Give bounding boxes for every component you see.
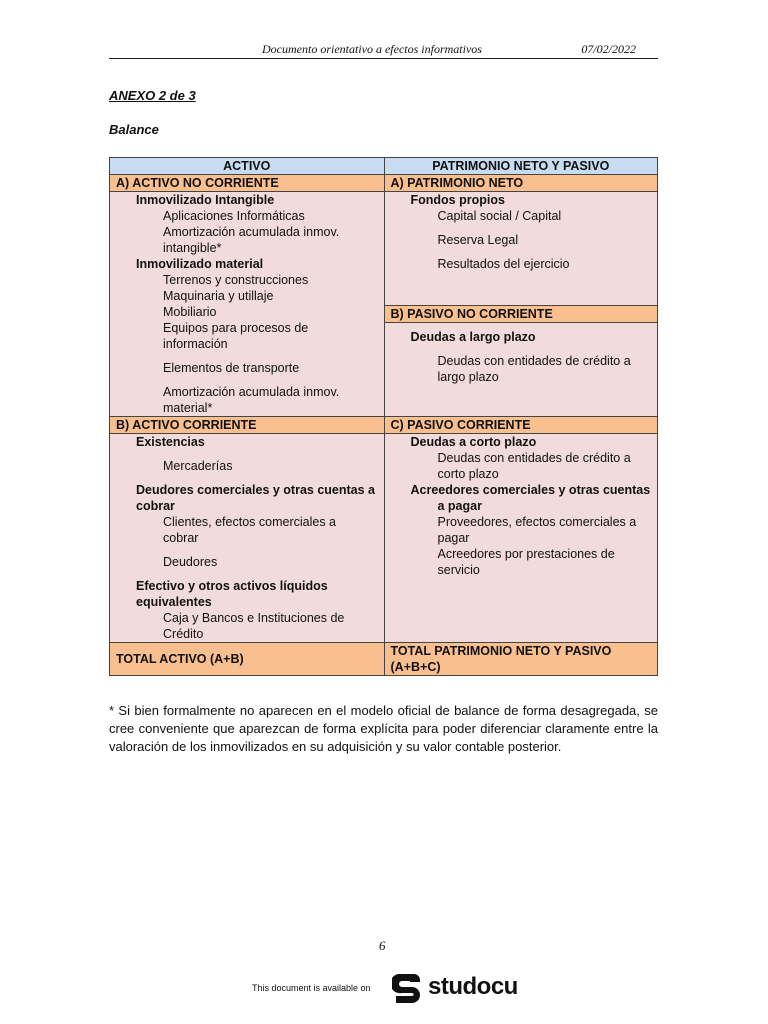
amortizacion-material-1: Amortización acumulada inmov. — [163, 385, 340, 399]
efectivo-2: equivalentes — [136, 595, 212, 609]
equipos-1: Equipos para procesos de — [163, 321, 309, 335]
section-pasivo-no-corriente: B) PASIVO NO CORRIENTE — [384, 306, 658, 323]
available-text: This document is available on — [252, 983, 371, 993]
total-activo: TOTAL ACTIVO (A+B) — [110, 643, 385, 676]
header-date: 07/02/2022 — [581, 42, 636, 56]
proveedores-2: pagar — [437, 531, 470, 545]
total-patrimonio-pasivo-1: TOTAL PATRIMONIO NETO Y PASIVO — [390, 644, 612, 658]
acreedores-comerciales-1: Acreedores comerciales y otras cuentas — [410, 483, 651, 497]
resultados-ejercicio: Resultados del ejercicio — [437, 257, 570, 271]
acreedores-servicio-2: servicio — [437, 563, 480, 577]
section-patrimonio-neto: A) PATRIMONIO NETO — [384, 175, 658, 192]
inmovilizado-material: Inmovilizado material — [136, 257, 264, 271]
deudas-cp-entidades-2: corto plazo — [437, 467, 499, 481]
amortizacion-intangible-2: intangible* — [163, 241, 222, 255]
fondos-propios: Fondos propios — [410, 193, 505, 207]
col-header-activo: ACTIVO — [110, 158, 385, 175]
footnote: * Si bien formalmente no aparecen en el modelo oficial de balance de forma desagregada, se cree conveniente que aparezcan de forma explícita para poder diferenciar claramente entre la valoración de los inmovilizados en su adquisición y su valor contable posterior. — [109, 703, 658, 754]
deudores-comerciales-2: cobrar — [136, 499, 175, 513]
amortizacion-material-2: material* — [163, 401, 213, 415]
clientes-1: Clientes, efectos comerciales a — [163, 515, 336, 529]
studocu-footer[interactable] — [252, 970, 532, 1006]
mobiliario: Mobiliario — [163, 305, 217, 319]
efectivo-1: Efectivo y otros activos líquidos — [136, 579, 328, 593]
deudas-lp-entidades-1: Deudas con entidades de crédito a — [437, 354, 631, 368]
activo-corriente-body — [110, 434, 385, 643]
amortizacion-intangible-1: Amortización acumulada inmov. — [163, 225, 340, 239]
capital-social: Capital social / Capital — [437, 209, 562, 223]
existencias: Existencias — [136, 435, 205, 449]
page-number: 6 — [379, 938, 386, 953]
proveedores-1: Proveedores, efectos comerciales a — [437, 515, 637, 529]
reserva-legal: Reserva Legal — [437, 233, 519, 247]
clientes-2: cobrar — [163, 531, 199, 545]
section-title: Balance — [109, 122, 159, 137]
pasivo-corriente-body — [384, 434, 658, 643]
annex-title: ANEXO 2 de 3 — [109, 88, 196, 103]
elementos-transporte: Elementos de transporte — [163, 361, 300, 375]
mercaderias: Mercaderías — [163, 459, 233, 473]
col-header-patrimonio: PATRIMONIO NETO Y PASIVO — [384, 158, 658, 175]
studocu-brand: studocu — [428, 973, 518, 1000]
caja-bancos-1: Caja y Bancos e Instituciones de — [163, 611, 345, 625]
equipos-2: información — [163, 337, 228, 351]
deudores: Deudores — [163, 555, 218, 569]
terrenos: Terrenos y construcciones — [163, 273, 309, 287]
activo-no-corriente-body — [110, 192, 385, 417]
inmovilizado-intangible: Inmovilizado Intangible — [136, 193, 275, 207]
deudas-lp-entidades-2: largo plazo — [437, 370, 499, 384]
section-activo-corriente: B) ACTIVO CORRIENTE — [110, 417, 385, 434]
acreedores-comerciales-2: a pagar — [437, 499, 482, 513]
balance-table — [109, 157, 658, 676]
page-header — [109, 42, 658, 59]
acreedores-servicio-1: Acreedores por prestaciones de — [437, 547, 615, 561]
total-patrimonio-pasivo-2: (A+B+C) — [390, 660, 441, 674]
patrimonio-neto-body — [384, 192, 658, 306]
total-patrimonio-pasivo — [384, 643, 658, 676]
header-doc-title: Documento orientativo a efectos informativos — [262, 42, 482, 56]
deudas-corto-plazo: Deudas a corto plazo — [410, 435, 537, 449]
section-activo-no-corriente: A) ACTIVO NO CORRIENTE — [110, 175, 385, 192]
aplicaciones-informaticas: Aplicaciones Informáticas — [163, 209, 305, 223]
deudores-comerciales-1: Deudores comerciales y otras cuentas a — [136, 483, 376, 497]
section-pasivo-corriente: C) PASIVO CORRIENTE — [384, 417, 658, 434]
caja-bancos-2: Crédito — [163, 627, 204, 641]
deudas-largo-plazo: Deudas a largo plazo — [410, 330, 536, 344]
maquinaria: Maquinaria y utillaje — [163, 289, 274, 303]
studocu-logo-icon — [392, 972, 422, 1004]
pasivo-no-corriente-body — [384, 323, 658, 417]
deudas-cp-entidades-1: Deudas con entidades de crédito a — [437, 451, 631, 465]
